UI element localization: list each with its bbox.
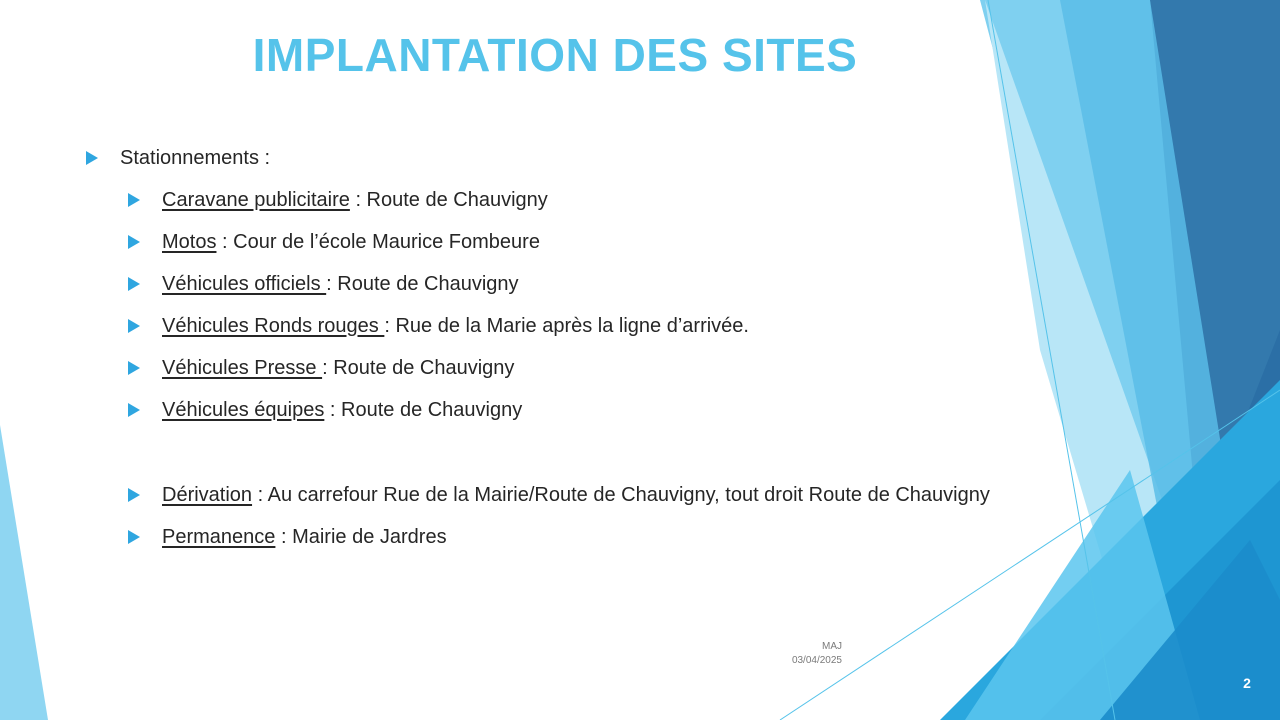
bullet-triangle-icon [128, 277, 140, 291]
list-item-label: Véhicules Ronds rouges [162, 314, 385, 337]
list-item [128, 186, 548, 214]
bullet-triangle-icon [128, 361, 140, 375]
list-item-label: Dérivation [162, 483, 253, 506]
bullet-triangle-icon [128, 488, 140, 502]
update-note [760, 640, 842, 668]
list-item-label: Caravane publicitaire [162, 188, 350, 211]
list-item-label: Permanence [162, 525, 276, 548]
list-item-value: : Au carrefour Rue de la Mairie/Route de Chauvigny, tout droit Route de Chauvigny [252, 483, 990, 506]
list-item-text [162, 315, 749, 338]
list-item [86, 144, 270, 172]
list-item [128, 354, 514, 382]
slide-title: IMPLANTATION DES SITES [252, 29, 858, 81]
list-item-text: Stationnements : [120, 146, 271, 169]
list-item-text [162, 357, 514, 380]
list-item-value: : Route de Chauvigny [349, 188, 548, 211]
list-item [128, 228, 540, 256]
list-item-value: : Mairie de Jardres [275, 525, 447, 548]
list-item-value: : Route de Chauvigny [326, 272, 519, 295]
list-item-label: Véhicules Presse [162, 356, 323, 379]
bullet-triangle-icon [128, 530, 140, 544]
list-item-label: Véhicules officiels [162, 272, 327, 295]
list-item [128, 481, 990, 509]
list-item-value: : Cour de l’école Maurice Fombeure [216, 230, 540, 253]
list-item [128, 523, 447, 551]
list-item-value: : Route de Chauvigny [322, 356, 515, 379]
list-item [128, 312, 749, 340]
list-item-text [162, 189, 548, 212]
list-item-text [162, 231, 540, 254]
bullet-triangle-icon [86, 151, 98, 165]
list-item [128, 270, 519, 298]
bullet-triangle-icon [128, 403, 140, 417]
slide-number: 2 [1243, 675, 1251, 691]
list-item [128, 396, 522, 424]
list-item-value: : Rue de la Marie après la ligne d’arrivée. [384, 314, 749, 337]
bullet-triangle-icon [128, 193, 140, 207]
list-item-text [162, 399, 522, 422]
list-item-label: Motos [162, 230, 217, 253]
list-item-label: Véhicules équipes [162, 398, 325, 421]
list-item-text [162, 484, 990, 507]
list-item-text [162, 526, 447, 549]
update-date: 03/04/2025 [791, 655, 842, 666]
update-label: MAJ [822, 641, 842, 652]
list-item-text [162, 273, 519, 296]
bullet-triangle-icon [128, 235, 140, 249]
bullet-triangle-icon [128, 319, 140, 333]
list-item-value: : Route de Chauvigny [324, 398, 523, 421]
